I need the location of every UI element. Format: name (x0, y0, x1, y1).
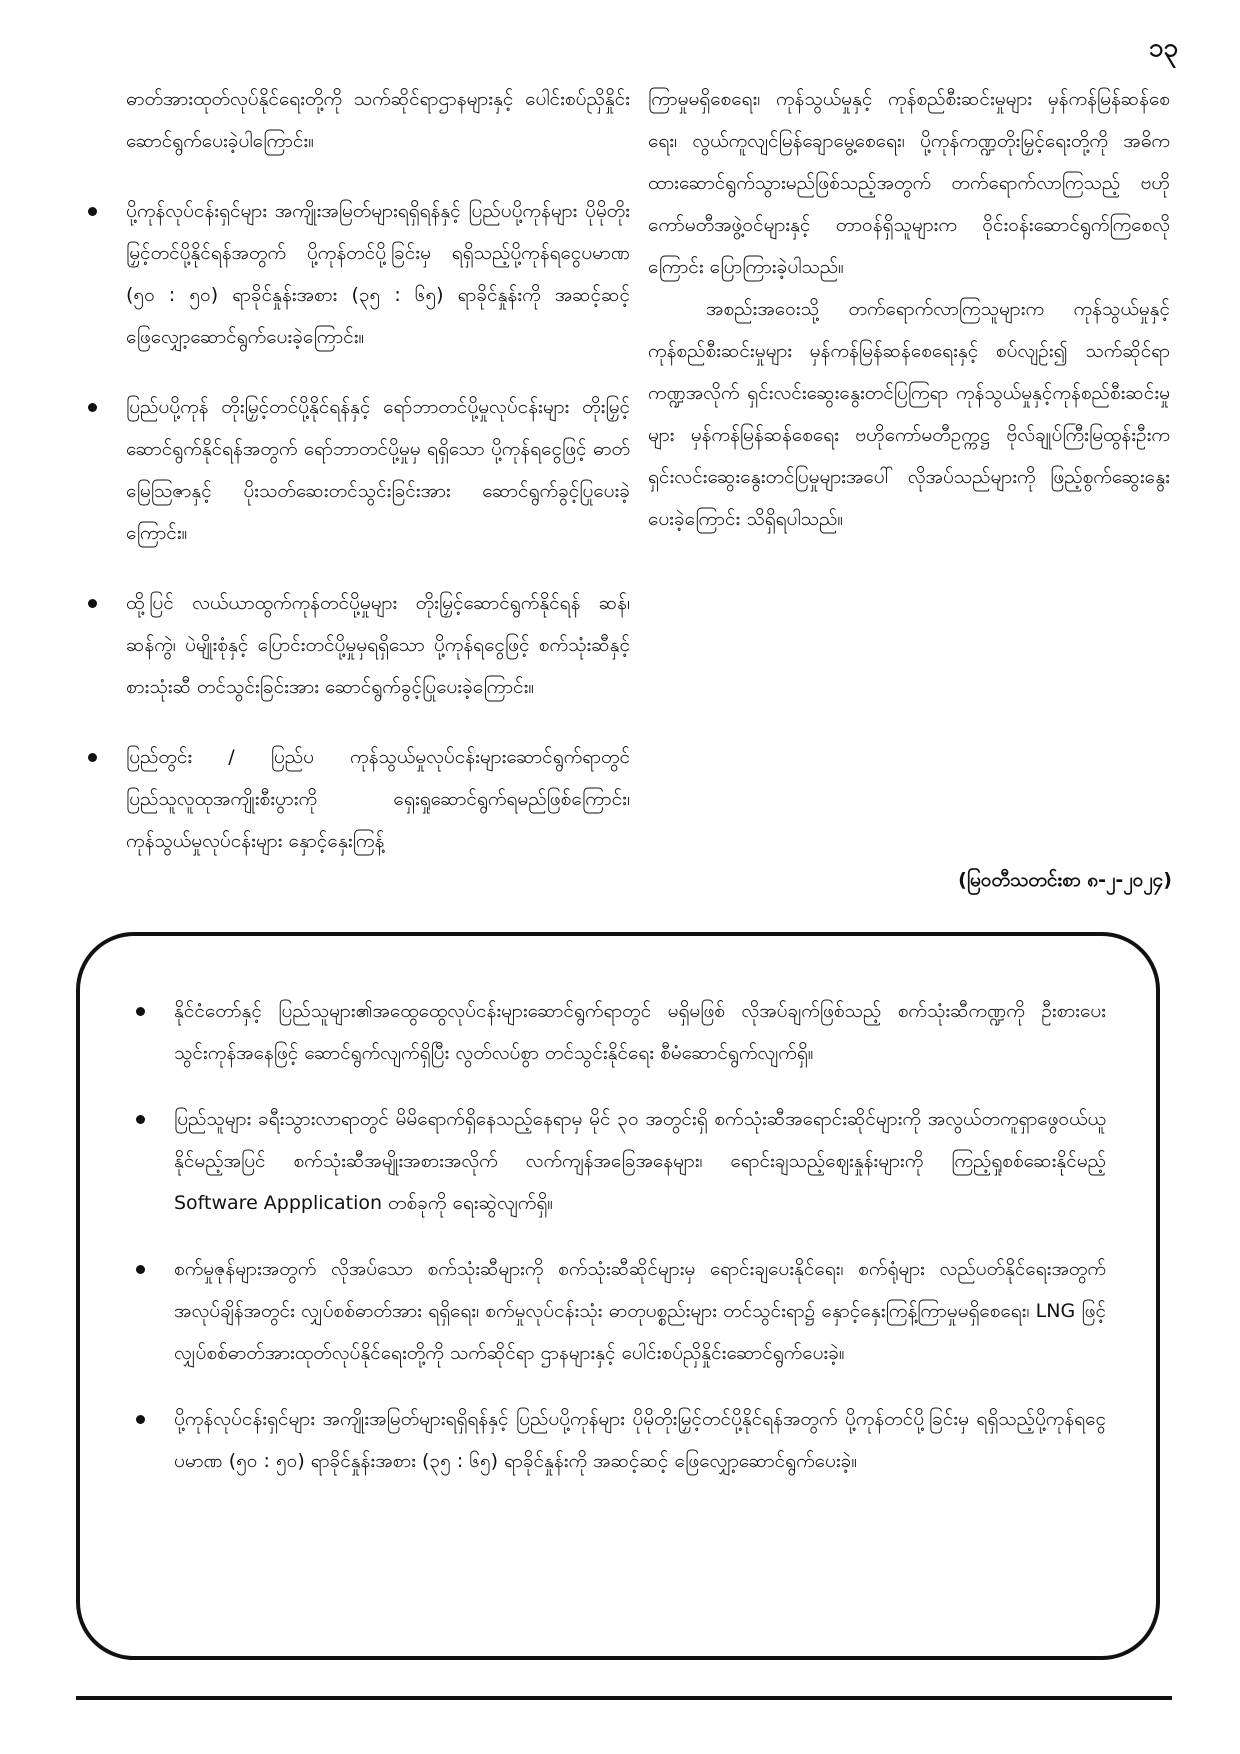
left-bullet-1: ပို့ကုန်လုပ်ငန်းရှင်များ အကျိုးအမြတ်များရရှိရန်နှင့် ပြည်ပပို့ကုန်များ ပိုမိုတိုးမြှင့်တင်ပို့နိုင်ရန်အတွက် ပို့ကုန်တင်ပို့ခြင်းမှ ရရှိသည့်ပို့ကုန်ရငွေပမာဏ (၅၀ : ၅၀) ရာခိုင်နှုန်းအစား (၃၅ : ၆၅) ရာခိုင်နှုန်းကို အဆင့်ဆင့် ဖြေလျှော့ဆောင်ရွက်ပေးခဲ့ကြောင်း။ (88, 190, 630, 358)
summary-item-2: ပြည်သူများ ခရီးသွားလာရာတွင် မိမိရောက်ရှိနေသည့်နေရာမှ မိုင် ၃၀ အတွင်းရှိ စက်သုံးဆီအရောင်းဆိုင်များကို အလွယ်တကူရှာဖွေဝယ်ယူနိုင်မည့်အပြင် စက်သုံးဆီအမျိုးအစားအလိုက် လက်ကျန်အခြေအနေများ၊ ရောင်းချသည့်ဈေးနှုန်းများကို ကြည့်ရှုစစ်ဆေးနိုင်မည့် Software Appplication တစ်ခုကို ရေးဆွဲလျက်ရှိ။ (136, 1098, 1106, 1224)
right-column (648, 78, 1170, 540)
right-paragraph-1: ကြာမှုမရှိစေရေး၊ ကုန်သွယ်မှုနှင့် ကုန်စည်စီးဆင်းမှုများ မှန်ကန်မြန်ဆန်စေရေး၊ လွယ်ကူလျင်မြန်ချောမွေ့စေရေး၊ ပို့ကုန်ကဏ္ဍတိုးမြှင့်ရေးတို့ကို အဓိကထားဆောင်ရွက်သွားမည်ဖြစ်သည့်အတွက် တက်ရောက်လာကြသည့် ဗဟိုကော်မတီအဖွဲ့ဝင်များနှင့် တာဝန်ရှိသူများက ဝိုင်းဝန်းဆောင်ရွက်ကြစေလိုကြောင်း ပြောကြားခဲ့ပါသည်။ (648, 88, 1170, 278)
summary-list (80, 936, 1156, 1482)
left-bullet-3: ထို့ပြင် လယ်ယာထွက်ကုန်တင်ပို့မှုများ တိုးမြှင့်ဆောင်ရွက်နိုင်ရန် ဆန်၊ ဆန်ကွဲ၊ ပဲမျိုးစုံနှင့် ပြောင်းတင်ပို့မှုမှရရှိသော ပို့ကုန်ရငွေဖြင့် စက်သုံးဆီနှင့် စားသုံးဆီ တင်သွင်းခြင်းအား ဆောင်ရွက်ခွင့်ပြုပေးခဲ့ကြောင်း။ (88, 582, 630, 708)
page-number: ၁၃ (1148, 33, 1178, 63)
source-citation: (မြဝတီသတင်းစာ ၈-၂-၂၀၂၄) (958, 869, 1172, 891)
summary-item-3: စက်မှုဇုန်များအတွက် လိုအပ်သော စက်သုံးဆီများကို စက်သုံးဆီဆိုင်များမှ ရောင်းချပေးနိုင်ရေး၊ စက်ရုံများ လည်ပတ်နိုင်ရေးအတွက် အလုပ်ချိန်အတွင်း လျှပ်စစ်ဓာတ်အား ရရှိရေး၊ စက်မှုလုပ်ငန်းသုံး ဓာတုပစ္စည်းများ တင်သွင်းရာ၌ နှောင့်နှေးကြန့်ကြာမှုမရှိစေရေး၊ LNG ဖြင့် လျှပ်စစ်ဓာတ်အားထုတ်လုပ်နိုင်ရေးတို့ကို သက်ဆိုင်ရာ ဌာနများနှင့် ပေါင်းစပ်ညှိနှိုင်းဆောင်ရွက်ပေးခဲ့။ (136, 1248, 1106, 1374)
summary-item-4: ပို့ကုန်လုပ်ငန်းရှင်များ အကျိုးအမြတ်များရရှိရန်နှင့် ပြည်ပပို့ကုန်များ ပိုမိုတိုးမြှင့်တင်ပို့နိုင်ရန်အတွက် ပို့ကုန်တင်ပို့ခြင်းမှ ရရှိသည့်ပို့ကုန်ရငွေပမာဏ (၅၀ : ၅၀) ရာခိုင်နှုန်းအစား (၃၅ : ၆၅) ရာခိုင်နှုန်းကို အဆင့်ဆင့် ဖြေလျှော့ဆောင်ရွက်ပေးခဲ့။ (136, 1398, 1106, 1482)
left-bullet-2: ပြည်ပပို့ကုန် တိုးမြှင့်တင်ပို့နိုင်ရန်နှင့် ရော်ဘာတင်ပို့မှုလုပ်ငန်းများ တိုးမြှင့်ဆောင်ရွက်နိုင်ရန်အတွက် ရော်ဘာတင်ပို့မှုမှ ရရှိသော ပို့ကုန်ရငွေဖြင့် ဓာတ်မြေသြဇာနှင့် ပိုးသတ်ဆေးတင်သွင်းခြင်းအား ဆောင်ရွက်ခွင့်ပြုပေးခဲ့ကြောင်း။ (88, 386, 630, 554)
left-column (88, 78, 630, 890)
right-paragraph-2: အစည်းအဝေးသို့ တက်ရောက်လာကြသူများက ကုန်သွယ်မှုနှင့် ကုန်စည်စီးဆင်းမှုများ မှန်ကန်မြန်ဆန်စေရေးနှင့် စပ်လျဉ်း၍ သက်ဆိုင်ရာကဏ္ဍအလိုက် ရှင်းလင်းဆွေးနွေးတင်ပြကြရာ ကုန်သွယ်မှုနှင့်ကုန်စည်စီးဆင်းမှုများ မှန်ကန်မြန်ဆန်စေရေး ဗဟိုကော်မတီဥက္ကဋ္ဌ ဗိုလ်ချုပ်ကြီးမြထွန်းဦးက ရှင်းလင်းဆွေးနွေးတင်ပြမှုများအပေါ် လိုအပ်သည်များကို ဖြည့်စွက်ဆွေးနွေးပေးခဲ့ကြောင်း သိရှိရပါသည်။ (648, 298, 1170, 530)
summary-box (76, 932, 1160, 1660)
summary-item-1: နိုင်ငံတော်နှင့် ပြည်သူများ၏အထွေထွေလုပ်ငန်းများဆောင်ရွက်ရာတွင် မရှိမဖြစ် လိုအပ်ချက်ဖြစ်သည့် စက်သုံးဆီကဏ္ဍကို ဦးစားပေးသွင်းကုန်အနေဖြင့် ဆောင်ရွက်လျက်ရှိပြီး လွတ်လပ်စွာ တင်သွင်းနိုင်ရေး စီမံဆောင်ရွက်လျက်ရှိ။ (136, 990, 1106, 1074)
bottom-rule (76, 1696, 1172, 1700)
left-continuation-paragraph: ဓာတ်အားထုတ်လုပ်နိုင်ရေးတို့ကို သက်ဆိုင်ရာဌာနများနှင့် ပေါင်းစပ်ညှိနှိုင်းဆောင်ရွက်ပေးခဲ့ပါကြောင်း။ (126, 88, 630, 152)
left-bullet-4: ပြည်တွင်း / ပြည်ပ ကုန်သွယ်မှုလုပ်ငန်းများဆောင်ရွက်ရာတွင် ပြည်သူလူထုအကျိုးစီးပွားကို ရှေးရှုဆောင်ရွက်ရမည်ဖြစ်ကြောင်း၊ ကုန်သွယ်မှုလုပ်ငန်းများ နှောင့်နှေးကြန့် (88, 736, 630, 862)
